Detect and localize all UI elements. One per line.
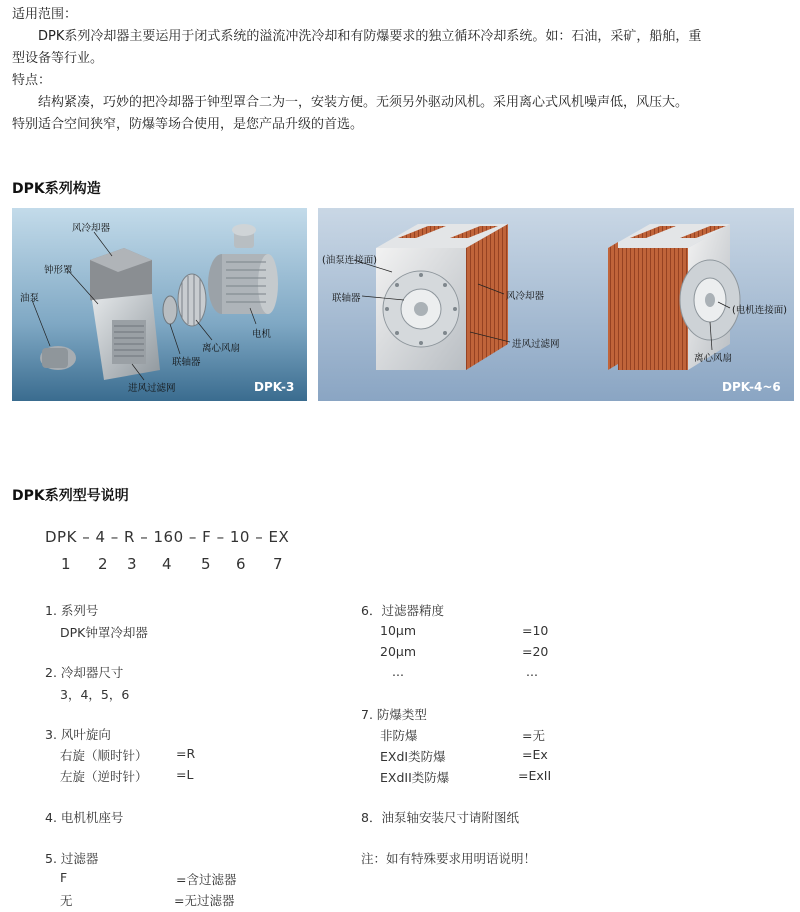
special-note: 注：如有特殊要求用明语说明！	[361, 851, 537, 866]
label-oil-pump: 油泵	[20, 293, 40, 304]
label-coupling-right: 联轴器	[332, 293, 361, 304]
features-heading: 特点：	[12, 73, 52, 88]
label-inlet-filter-right: 进风过滤网	[512, 339, 560, 350]
item5-f-label: F	[60, 870, 68, 885]
item3-left-label: 左旋（逆时针）	[60, 769, 148, 784]
dpk4-6-structure-image	[318, 208, 794, 401]
model-label-dpk4-6: DPK-4~6	[722, 380, 781, 394]
item1-line: DPK钟罩冷却器	[60, 625, 148, 640]
dpk3-illustration	[12, 208, 307, 401]
item6-title: 6．过滤器精度	[361, 603, 444, 618]
item6-row2-label: 20μm	[380, 644, 417, 659]
item2-title: 2. 冷却器尺寸	[45, 665, 124, 680]
item2-line: 3，4，5，6	[60, 687, 130, 702]
item5-title: 5. 过滤器	[45, 851, 99, 866]
features-text-line2: 特别适合空间狭窄，防爆等场合使用，是您产品升级的首选。	[12, 117, 364, 132]
code-num-6: 6	[236, 555, 247, 573]
item6-row3-value: ...	[526, 664, 538, 679]
scope-text-line2: 型设备等行业。	[12, 51, 104, 66]
label-bell-cover: 钟形罩	[44, 265, 73, 276]
code-num-7: 7	[273, 555, 284, 573]
label-motor-face: (电机连接面)	[732, 305, 787, 316]
dpk4-6-illustration	[318, 208, 794, 401]
item7-row2-label: EXdI类防爆	[380, 749, 446, 764]
model-desc-heading: DPK系列型号说明	[12, 488, 129, 504]
label-coupling: 联轴器	[172, 357, 201, 368]
item7-title: 7. 防爆类型	[361, 707, 427, 722]
label-motor: 电机	[252, 329, 272, 340]
item3-title: 3. 风叶旋向	[45, 727, 111, 742]
label-air-cooler: 风冷却器	[72, 223, 111, 234]
item4-title: 4. 电机机座号	[45, 810, 124, 825]
code-num-3: 3	[127, 555, 138, 573]
label-air-cooler-right: 风冷却器	[506, 291, 545, 302]
item5-f-value: =含过滤器	[176, 872, 237, 887]
item6-row3-label: ...	[392, 664, 404, 679]
item5-none-label: 无	[60, 893, 73, 908]
item7-row3-value: =ExII	[518, 768, 552, 783]
model-label-dpk3: DPK-3	[254, 380, 295, 394]
item7-row1-value: =无	[522, 728, 545, 743]
item3-left-value: =L	[176, 767, 194, 782]
item8-title: 8．油泵轴安装尺寸请附图纸	[361, 810, 519, 825]
item7-row3-label: EXdII类防爆	[380, 770, 450, 785]
item7-row1-label: 非防爆	[380, 728, 418, 743]
scope-text-line1: DPK系列冷却器主要运用于闭式系统的溢流冲洗冷却和有防爆要求的独立循环冷却系统。如：石油，采矿，船舶，重	[38, 29, 702, 44]
scope-heading: 适用范围：	[12, 7, 78, 22]
label-inlet-filter: 进风过滤网	[128, 383, 176, 394]
code-num-1: 1	[61, 555, 72, 573]
item5-none-value: =无过滤器	[174, 893, 235, 908]
label-centrifugal-fan: 离心风扇	[202, 343, 241, 354]
code-num-5: 5	[201, 555, 212, 573]
model-code: DPK – 4 – R – 160 – F – 10 – EX	[45, 528, 290, 546]
dpk3-structure-image	[12, 208, 307, 401]
code-num-2: 2	[98, 555, 109, 573]
item6-row2-value: =20	[522, 644, 549, 659]
label-centrifugal-fan-right: 离心风扇	[694, 353, 733, 364]
item1-title: 1. 系列号	[45, 603, 99, 618]
item6-row1-label: 10μm	[380, 623, 417, 638]
item7-row2-value: =Ex	[522, 747, 548, 762]
item3-right-value: =R	[176, 746, 196, 761]
label-pump-face: (油泵连接面)	[322, 255, 377, 266]
item3-right-label: 右旋（顺时针）	[60, 748, 148, 763]
structure-heading: DPK系列构造	[12, 181, 101, 197]
code-num-4: 4	[162, 555, 173, 573]
features-text-line1: 结构紧凑，巧妙的把冷却器于钟型罩合二为一，安装方便。无须另外驱动风机。采用离心式风机噪声低，风压大。	[38, 95, 689, 110]
item6-row1-value: =10	[522, 623, 549, 638]
